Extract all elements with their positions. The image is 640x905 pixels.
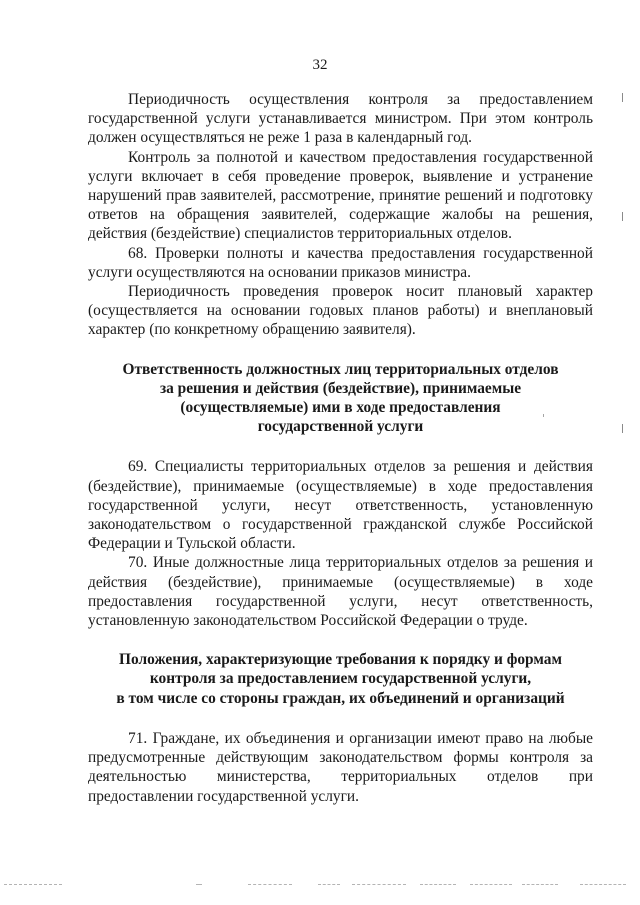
scan-margin-mark	[622, 93, 623, 102]
paragraph-70-officials-responsibility: 70. Иные должностные лица территориальных отделов за решения и действия (бездействие), принимаемые (осуществляемые) в ходе предоставления государственной услуги, несут ответственность, установленную законодательством Российской Федерации о труде.	[88, 554, 593, 630]
section-heading-control-provisions	[88, 650, 593, 708]
heading-line: Ответственность должностных лиц территориальных отделов	[122, 360, 559, 378]
paragraph-71-citizens-rights: 71. Граждане, их объединения и организации имеют право на любые предусмотренные действующим законодательством формы контроля за деятельностью министерства, территориальных отделов при предоставлении государственной услуги.	[88, 729, 593, 805]
heading-line: за решения и действия (бездействие), принимаемые	[159, 379, 522, 397]
heading-line: государственной услуги	[257, 418, 424, 436]
paragraph-control-scope: Контроль за полнотой и качеством предоставления государственной услуги включает в себя проведение проверок, выявление и устранение нарушений прав заявителей, рассмотрение, принятие решений и подготовку ответов на обращения заявителей, содержащие жалобы на решения, действия (бездействие) специалистов территориальных отделов.	[88, 148, 593, 243]
paragraph-69-specialists-responsibility: 69. Специалисты территориальных отделов за решения и действия (бездействие), принимаемые (осуществляемые) в ходе предоставления государственной услуги, несут ответственность, установленную законодательством о государственной гражданской службе Российской Федерации и Тульской области.	[88, 458, 593, 553]
heading-line: Положения, характеризующие требования к порядку и формам	[119, 651, 562, 669]
scan-bottom-edge-noise	[0, 884, 640, 887]
paragraph-68-inspections: 68. Проверки полноты и качества предоставления государственной услуги осуществляются на основании приказов министра.	[88, 244, 593, 281]
scan-margin-mark	[622, 212, 623, 221]
document-body	[88, 90, 593, 806]
scan-margin-mark	[622, 424, 623, 433]
paragraph-inspection-periodicity: Периодичность проведения проверок носит плановый характер (осуществляется на основании годовых планов работы) и внеплановый характер (по конкретному обращению заявителя).	[88, 283, 593, 339]
section-heading-responsibility	[88, 360, 593, 437]
page-number: 32	[312, 57, 328, 73]
heading-line: (осуществляемые) ими в ходе предоставления	[180, 399, 501, 417]
paragraph-periodicity-control: Периодичность осуществления контроля за предоставлением государственной услуги устанавливается министром. При этом контроль должен осуществляться не реже 1 раза в календарный год.	[88, 91, 593, 147]
scan-speck	[543, 414, 544, 417]
heading-line: контроля за предоставлением государственной услуги,	[149, 670, 532, 688]
heading-line: в том числе со стороны граждан, их объединений и организаций	[116, 689, 565, 707]
